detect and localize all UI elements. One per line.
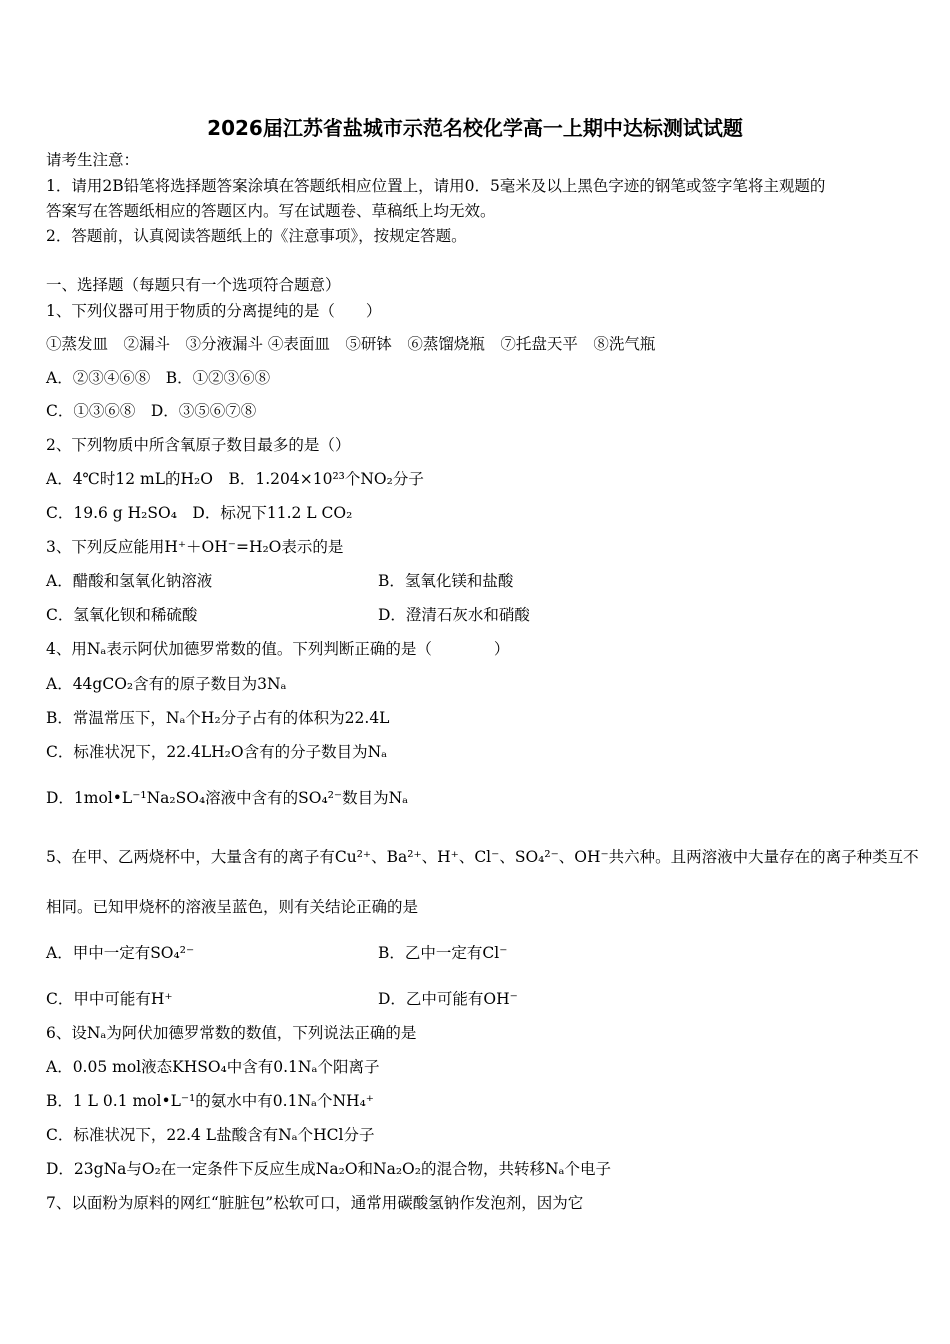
option-d: D．澄清石灰水和硝酸 — [378, 606, 530, 624]
question-stem: 3、下列反应能用H⁺＋OH⁻=H₂O表示的是 — [46, 538, 344, 556]
question-stem-continued: 相同。已知甲烧杯的溶液呈蓝色，则有关结论正确的是 — [46, 898, 419, 916]
notice-heading: 请考生注意： — [46, 151, 140, 169]
option-a: A．醋酸和氢氧化钠溶液 — [46, 572, 213, 590]
option-c: C．甲中可能有H⁺ — [46, 990, 173, 1008]
option-c: C．氢氧化钡和稀硫酸 — [46, 606, 198, 624]
option-b: B．1 L 0.1 mol•L⁻¹的氨水中有0.1Nₐ个NH₄⁺ — [46, 1092, 374, 1110]
question-stem: 2、下列物质中所含氧原子数目最多的是（） — [46, 436, 351, 454]
option-line: C．19.6 g H₂SO₄ D．标况下11.2 L CO₂ — [46, 504, 353, 522]
question-stem: 5、在甲、乙两烧杯中，大量含有的离子有Cu²⁺、Ba²⁺、H⁺、Cl⁻、SO₄²⁻、OH⁻共六种。且两溶液中大量存在的离子种类互不 — [46, 848, 919, 866]
option-c: C．标准状况下，22.4 L盐酸含有Nₐ个HCl分子 — [46, 1126, 375, 1144]
option-line: A．②③④⑥⑧ B．①②③⑥⑧ — [46, 369, 271, 387]
option-d: D．乙中可能有OH⁻ — [378, 990, 518, 1008]
option-a: A．44gCO₂含有的原子数目为3Nₐ — [46, 675, 287, 693]
option-b: B．氢氧化镁和盐酸 — [378, 572, 514, 590]
option-b: B．常温常压下，Nₐ个H₂分子占有的体积为22.4L — [46, 709, 390, 727]
question-stem: 7、以面粉为原料的网红“脏脏包”松软可口，通常用碳酸氢钠作发泡剂，因为它 — [46, 1194, 584, 1212]
option-line: C．①③⑥⑧ D．③⑤⑥⑦⑧ — [46, 402, 257, 420]
option-d: D．23gNa与O₂在一定条件下反应生成Na₂O和Na₂O₂的混合物，共转移Nₐ个电子 — [46, 1160, 612, 1178]
option-b: B．乙中一定有Cl⁻ — [378, 944, 508, 962]
option-a: A．0.05 mol液态KHSO₄中含有0.1Nₐ个阳离子 — [46, 1058, 380, 1076]
section-heading: 一、选择题（每题只有一个选项符合题意） — [46, 276, 341, 294]
notice-item: 1．请用2B铅笔将选择题答案涂填在答题纸相应位置上，请用0．5毫米及以上黑色字迹的钢笔或签字笔将主观题的 — [46, 177, 826, 195]
question-extra: ①蒸发皿 ②漏斗 ③分液漏斗 ④表面皿 ⑤研钵 ⑥蒸馏烧瓶 ⑦托盘天平 ⑧洗气瓶 — [46, 335, 656, 353]
option-c: C．标准状况下，22.4LH₂O含有的分子数目为Nₐ — [46, 743, 388, 761]
option-a: A．甲中一定有SO₄²⁻ — [46, 944, 195, 962]
option-d: D．1mol•L⁻¹Na₂SO₄溶液中含有的SO₄²⁻数目为Nₐ — [46, 789, 409, 807]
option-line: A．4℃时12 mL的H₂O B．1.204×10²³个NO₂分子 — [46, 470, 424, 488]
question-stem: 1、下列仪器可用于物质的分离提纯的是（ ） — [46, 302, 382, 320]
question-stem: 4、用Nₐ表示阿伏加德罗常数的值。下列判断正确的是（ ） — [46, 640, 510, 658]
notice-item: 2．答题前，认真阅读答题纸上的《注意事项》，按规定答题。 — [46, 227, 467, 245]
page-title: 2026届江苏省盐城市示范名校化学高一上期中达标测试试题 — [207, 116, 743, 140]
question-stem: 6、设Nₐ为阿伏加德罗常数的数值，下列说法正确的是 — [46, 1024, 417, 1042]
notice-item: 答案写在答题纸相应的答题区内。写在试题卷、草稿纸上均无效。 — [46, 202, 496, 220]
